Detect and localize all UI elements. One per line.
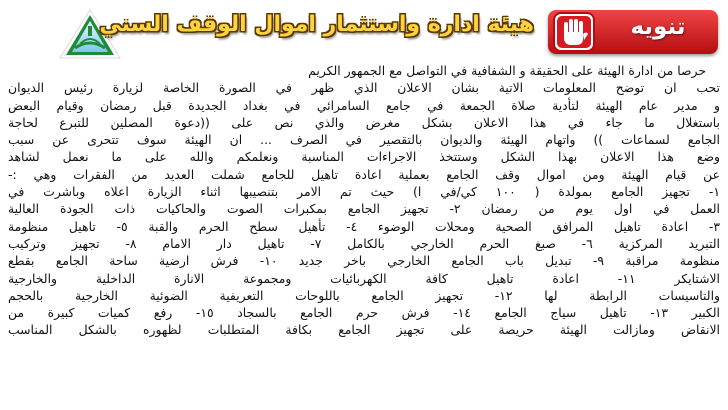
- body-line: الاشتايكر ١١- اعادة تاهيل كافة الكهربائيات ومجموعة الانارة الداخلية والخارجية: [8, 270, 720, 286]
- body-line: الجامع لسماعات )) واتهام الهيئة والديوان بالتقصير في الصرف ... ان الهيئة سوف تتحرى عن سبب: [8, 132, 720, 148]
- body-line: و مدير عام الهيئة لتأدية صلاة الجمعة في جامع السامرائي في بغداد الجديدة قبل رمضان وقيام البعض: [8, 97, 720, 113]
- body-line: العمل في اول يوم من رمضان ٢- تجهيز الجامع بمكبرات الصوت والحاكيات ذات الجودة العالية: [8, 201, 720, 217]
- body-line: والتاسيسات الرابطة لها ١٢- تجهيز الجامع باللوحات التعريفية الضوئية الخارجية بالحجم: [8, 287, 720, 303]
- body-line: الانقاض ومازالت الهيئة حريصة على تجهيز الجامع بكافة المتطلبات لظهوره بالشكل المناسب: [8, 322, 720, 338]
- body-line: ٣- اعادة تاهيل المرافق الصحية ومحلات الوضوء ٤- تأهيل سطح الحرم والقبة ٥- تاهيل منظومة: [8, 218, 720, 234]
- notice-body: [8, 62, 720, 339]
- body-line: وضع هذا الاعلان بهذا الشكل وستتخذ الاجراءات المناسبة ونعلمكم والله على ما نعمل لشاهد: [8, 149, 720, 165]
- body-line: باستغلال ما جاء في هذا الاعلان بشكل مغرض والذي نص على ((دعوة المصلين للتبرع لحاجة: [8, 114, 720, 130]
- notice-label: تنويه: [630, 14, 686, 40]
- body-line: ١- تجهيز الجامع بمولدة ( ١٠٠ كي/في ا) حيث تم الامر بتنصيبها اثناء الزيارة اعلاه وباشرت في: [8, 184, 720, 200]
- body-line: حرصا من ادارة الهيئة على الحقيقة و الشفافية في التواصل مع الجمهور الكريم: [308, 63, 706, 78]
- body-line: التبريد المركزية ٦- صبغ الحرم الخارجي بالكامل ٧- تاهيل دار الامام ٨- تجهيز وتركيب: [8, 235, 720, 251]
- header-banner: [0, 0, 728, 66]
- body-line: الكبير ١٣- تاهيل سياج الجامع ١٤- فرش حرم الجامع بالسجاد ١٥- رفع كميات كبيرة من: [8, 305, 720, 321]
- body-line: عن قيام الهيئة ومن اموال وقف الجامع بعملية اعادة تاهيل للجامع شملت العديد من الفقرات وهي :-: [8, 166, 720, 182]
- body-line: منظومة مراقبة ٩- تبديل باب الجامع الخارجي باخر جديد ١٠- فرش ارضية ساحة الجامع بقطع: [8, 253, 720, 269]
- stop-hand-icon: [553, 12, 595, 52]
- organization-title: هيئة ادارة واستثمار اموال الوقف السني: [99, 12, 534, 37]
- body-line: تحب ان توضح المعلومات الاتية بشان الاعلان الذي ظهر في الصورة الخاصة لزيارة رئيس الديوان: [8, 80, 720, 96]
